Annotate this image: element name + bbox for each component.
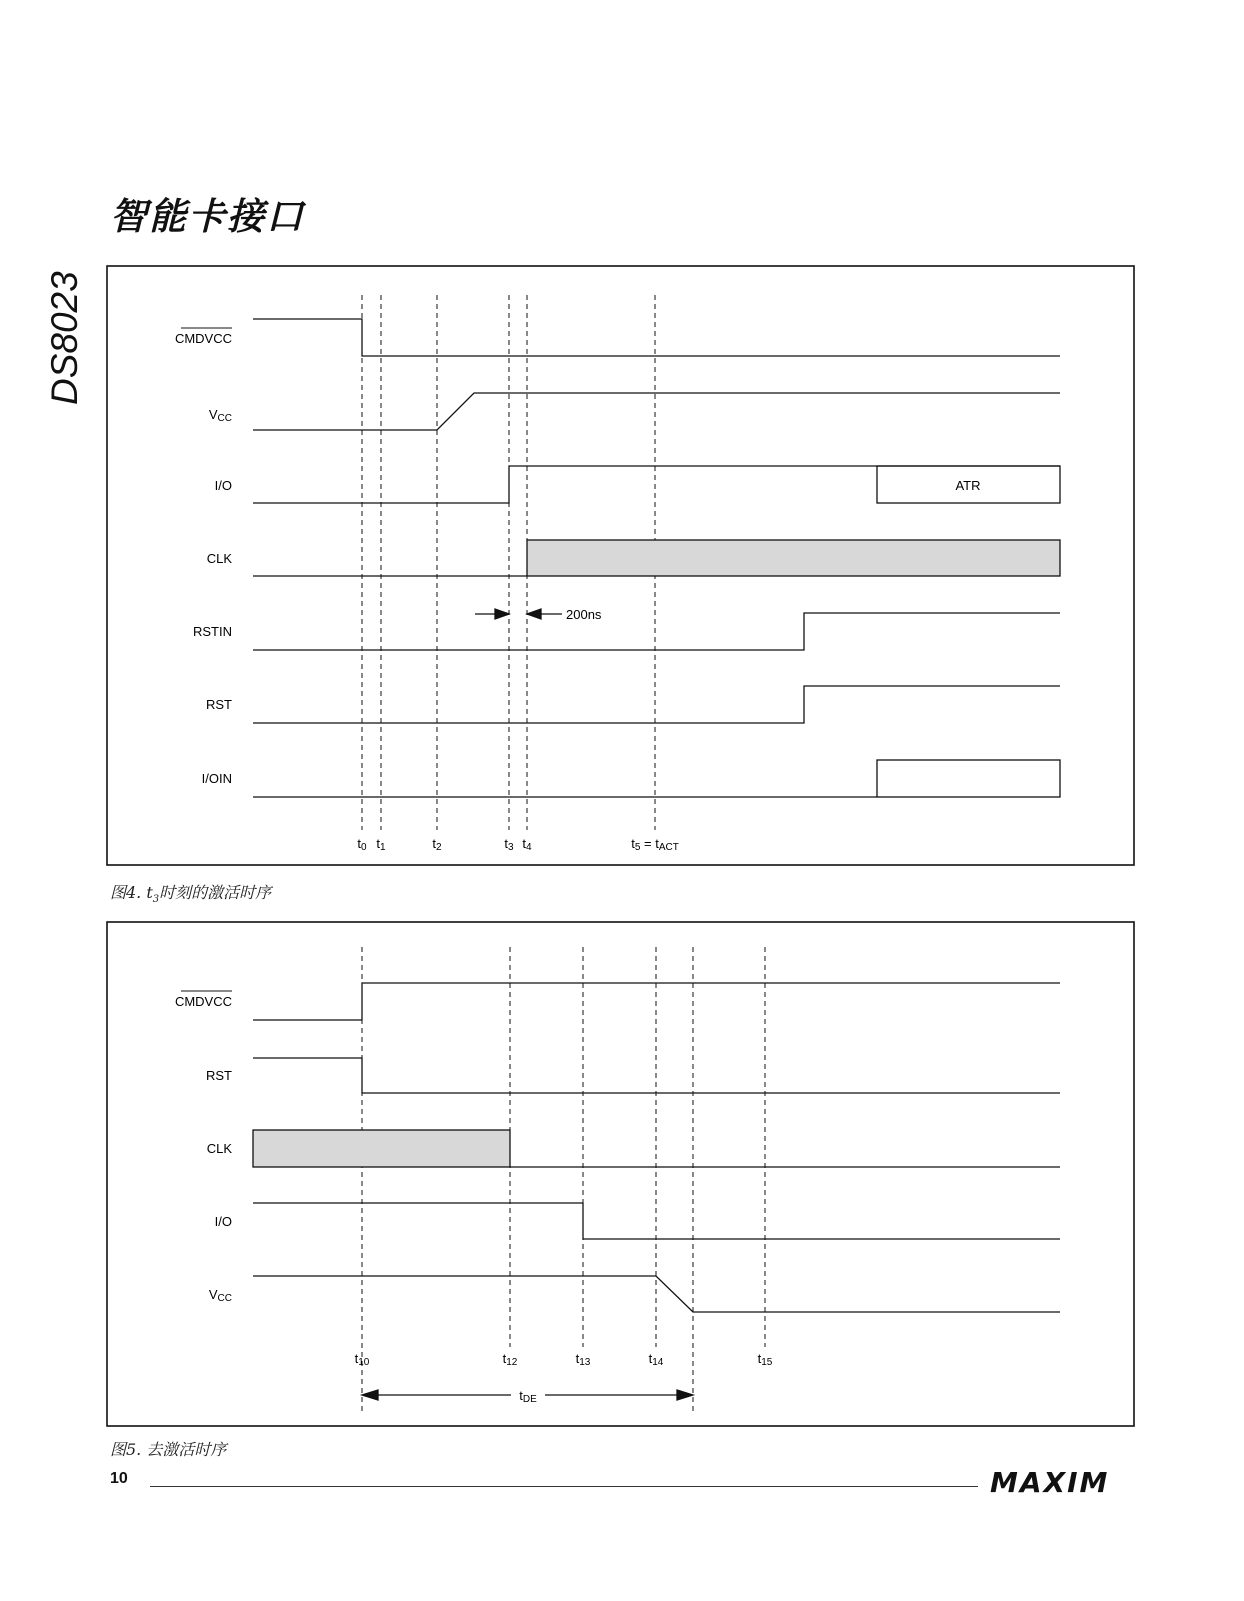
figure-5-signal-labels [175,991,232,1304]
clk-running-block-2 [253,1130,510,1167]
marker-label-t2: t2 [432,836,442,853]
part-number: DS8023 [44,271,85,405]
clk-running-block [527,540,1060,576]
marker-label-t14: t14 [648,1351,664,1368]
signal-label-vcc-2: VCC [208,1287,232,1304]
marker-label-t0: t0 [357,836,367,853]
figure-5-frame [107,922,1134,1426]
figure-4-marker-labels [357,836,678,853]
marker-label-t15: t15 [757,1351,773,1368]
figure-5-marker-lines [362,947,765,1412]
marker-label-t10: t10 [354,1351,370,1368]
marker-label-t12: t12 [502,1351,518,1368]
signal-label-rst-2: RST [206,1068,232,1083]
waveform-rst [253,686,1060,723]
delay-label: 200ns [566,607,602,622]
figure-5-marker-labels [355,1351,773,1368]
marker-label-t4: t4 [522,836,532,853]
signal-label-io: I/O [214,478,232,493]
tde-label: tDE [519,1388,537,1405]
waveform-vcc [253,393,1060,430]
signal-label-rst: RST [206,697,232,712]
delay-arrows [475,609,562,619]
marker-label-t3: t3 [504,836,514,853]
ioin-box [877,760,1060,797]
waveform-rstin [253,613,1060,650]
figure-4-caption: 图4. $t_3$时刻的激活时序 [110,883,272,906]
signal-label-vcc: VCC [208,407,232,424]
signal-label-io-2: I/O [214,1214,232,1229]
atr-label: ATR [955,478,981,493]
waveform-io [253,466,1060,503]
marker-label-t5: t5 = tACT [631,836,679,853]
footer-rule [150,1486,978,1487]
figure-5-caption: 图5. 去激活时序 [110,1440,227,1459]
page-title: 智能卡接口 [110,195,305,238]
signal-label-cmdvcc: CMDVCC [174,331,232,346]
waveform-cmdvcc [253,319,1060,356]
signal-label-ioin: I/OIN [201,771,232,786]
marker-label-t1: t1 [376,836,386,853]
signal-label-cmdvcc-2: CMDVCC [174,994,232,1009]
signal-label-clk: CLK [206,551,232,566]
page-number: 10 [110,1470,128,1487]
figure-4-signal-labels [175,328,232,786]
marker-label-t13: t13 [575,1351,591,1368]
maxim-logo: MAXIM [990,1466,1110,1499]
signal-label-clk-2: CLK [206,1141,232,1156]
signal-label-rstin: RSTIN [193,624,232,639]
